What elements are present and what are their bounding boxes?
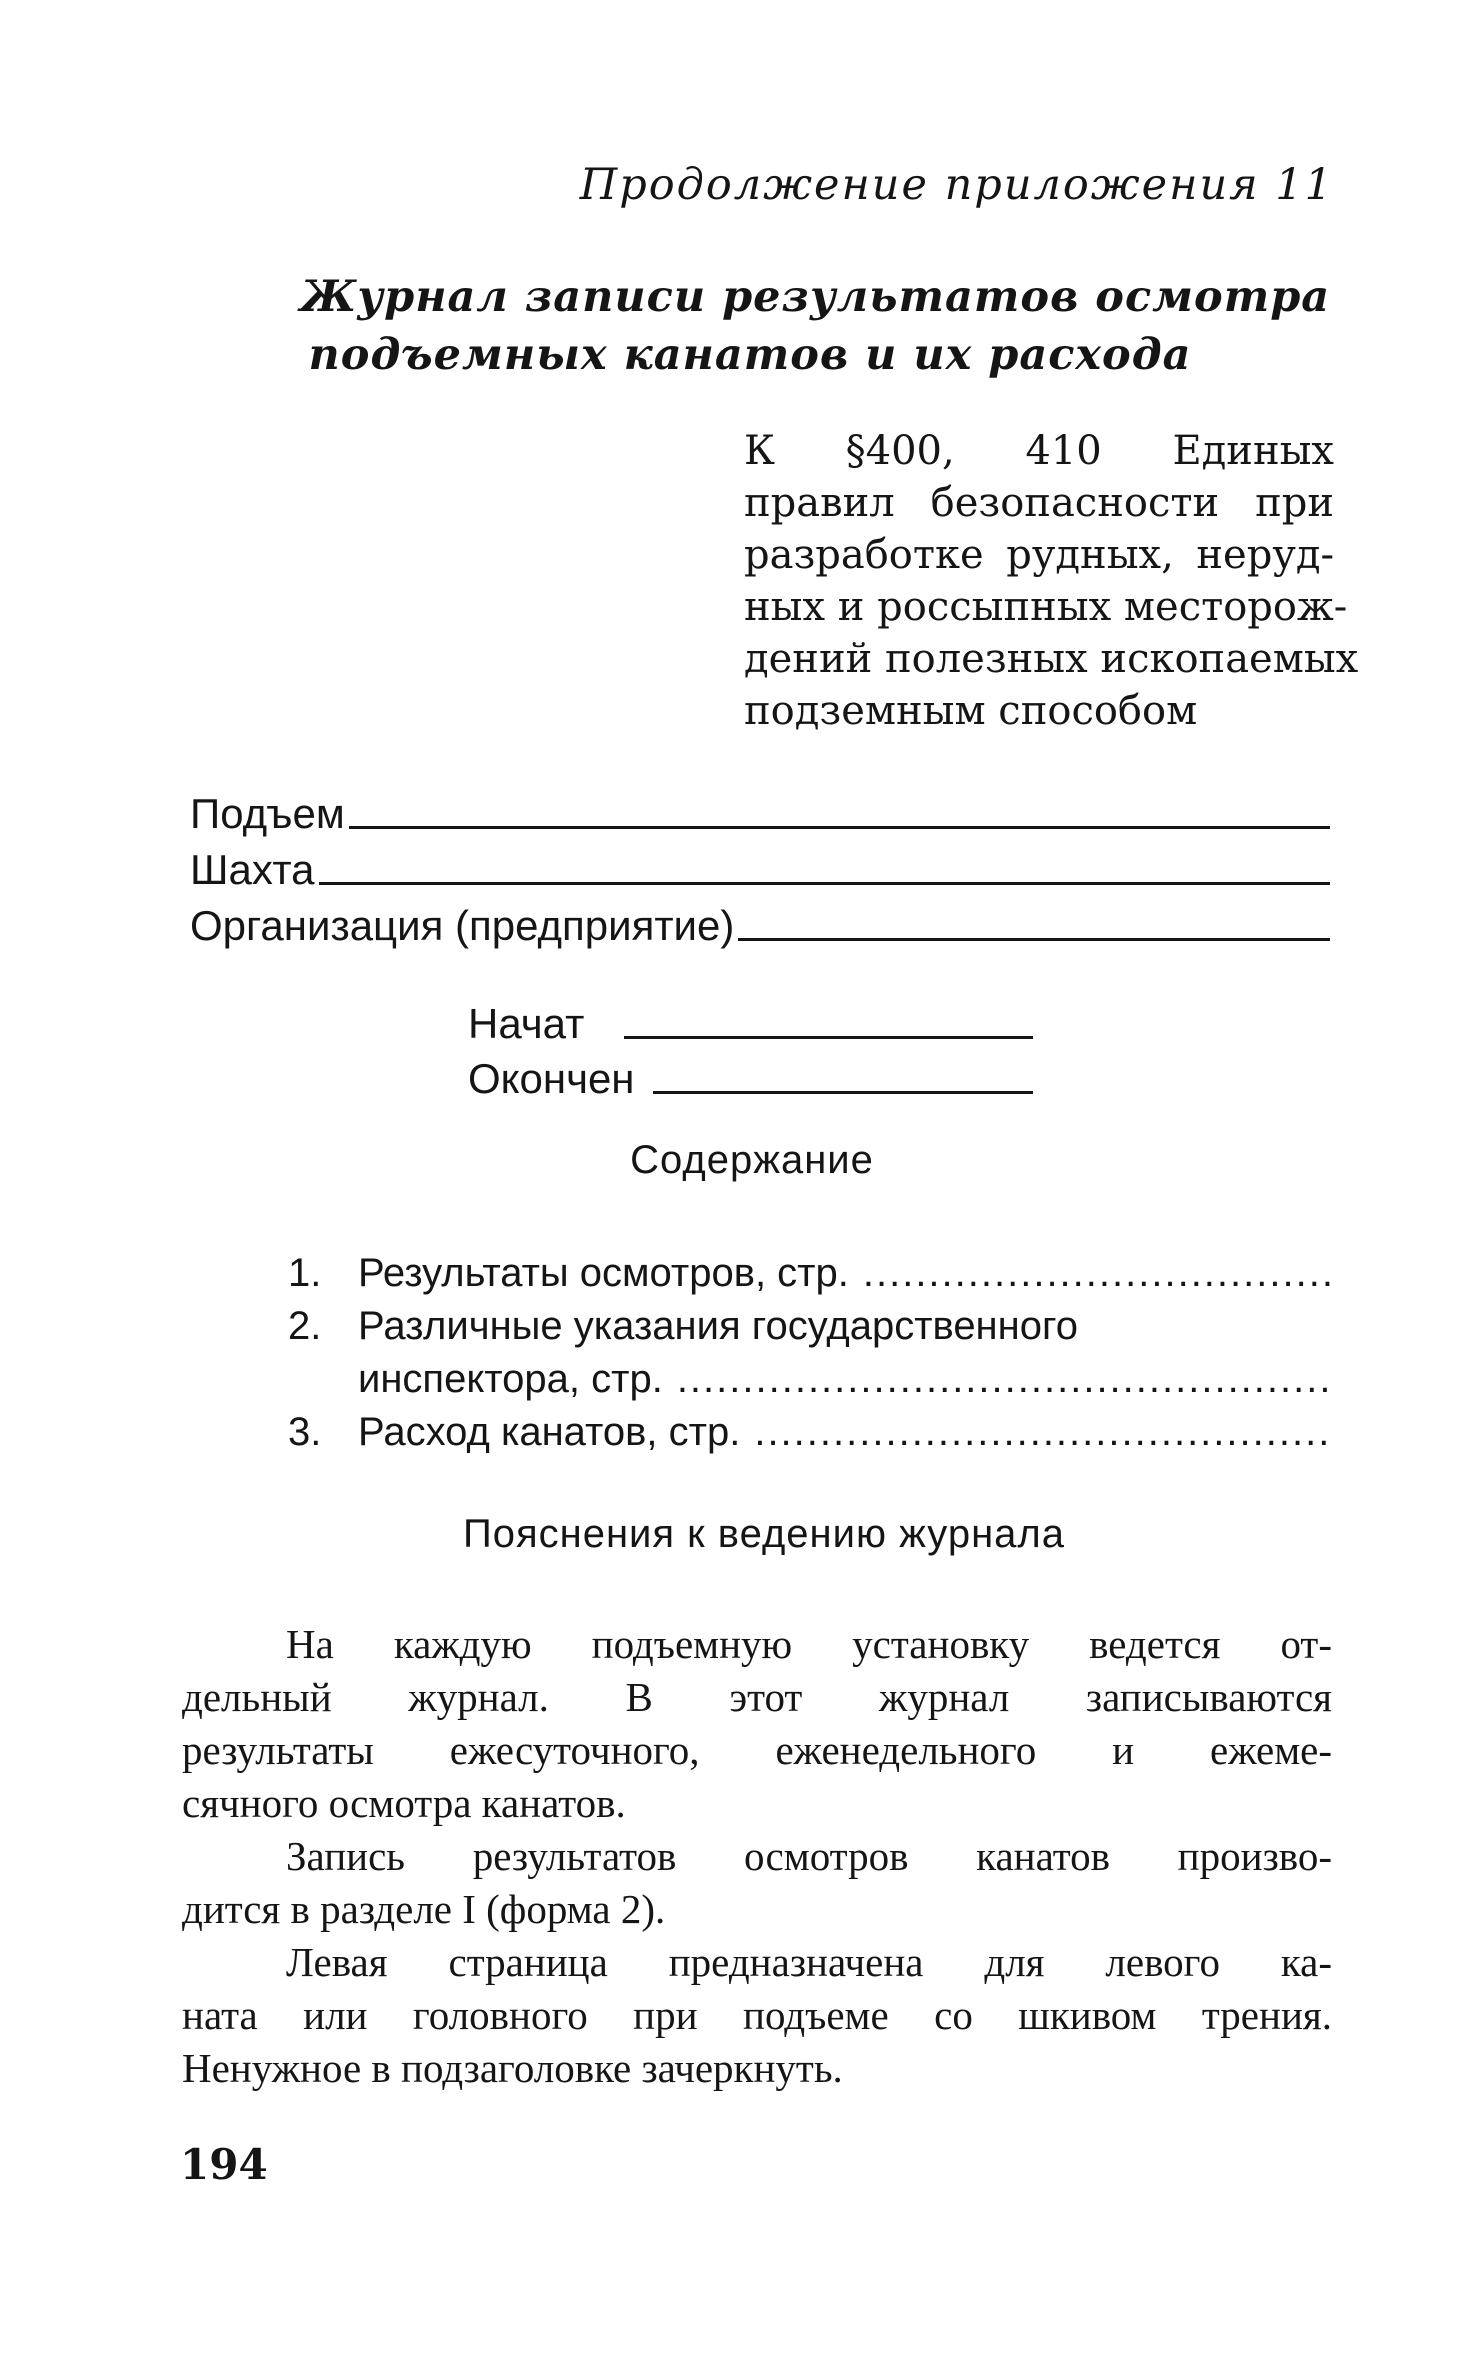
toc-item [288,1247,1332,1300]
lift-label: Подъем [190,790,345,837]
toc-item [288,1300,1332,1353]
text-line: ната или головного при подъеме со шкивом трения. [182,1992,1332,2038]
reference-line: правил безопасности при [744,480,1334,526]
explanations-text [182,1618,1332,2095]
title-line-1: Журнал записи результатов осмотра [300,272,1331,322]
toc-item-continuation [288,1353,1332,1406]
running-head: Продолжение приложения 11 [579,160,1334,210]
organization-field [190,902,1330,950]
finished-label: Окончен [468,1055,635,1102]
toc-number: 3. [288,1410,322,1454]
started-field [468,1000,1033,1048]
reference-line: подземным способом [744,688,1198,734]
regulation-reference [744,425,1359,737]
text-line: На каждую подъемную установку ведется от- [286,1621,1332,1667]
toc-leader-dots [677,1353,1332,1406]
toc-leader-dots [863,1247,1332,1300]
paragraph [182,1618,1332,1830]
reference-line: К §400, 410 Единых [744,428,1334,474]
paragraph [182,1830,1332,1936]
organization-blank-line [738,938,1330,941]
toc-number: 2. [288,1304,322,1348]
finished-blank-line [653,1091,1033,1094]
organization-label: Организация (предприятие) [190,902,735,949]
toc-text: Результаты осмотров, стр. [358,1251,849,1295]
text-line: сячного осмотра канатов. [182,1780,626,1826]
toc-text: Расход канатов, стр. [358,1410,741,1454]
reference-line: дений полезных ископаемых [744,636,1359,682]
explanations-heading: Пояснения к ведению журнала [462,1512,1066,1556]
table-of-contents [288,1247,1332,1459]
lift-blank-line [349,826,1330,829]
page-number: 194 [180,2140,268,2189]
toc-text: инспектора, стр. [358,1357,663,1401]
text-line: Ненужное в подзаголовке зачеркнуть. [182,2045,843,2091]
lift-field [190,790,1330,838]
text-line: Запись результатов осмотров канатов произво- [286,1833,1332,1879]
mine-blank-line [319,882,1330,885]
paragraph [182,1936,1332,2095]
text-line: результаты ежесуточного, еженедельного и ежеме- [182,1727,1332,1773]
toc-text: Различные указания государственного [358,1304,1078,1348]
toc-number: 1. [288,1251,322,1295]
reference-line: ных и россыпных месторож- [744,584,1348,630]
finished-field [468,1055,1033,1103]
mine-label: Шахта [190,846,315,893]
started-blank-line [624,1036,1033,1039]
document-title [300,268,1331,384]
mine-field [190,846,1330,894]
contents-heading: Содержание [630,1138,874,1182]
title-line-2: подъемных канатов и их расхода [308,330,1192,380]
text-line: Левая страница предназначена для левого ка- [286,1939,1332,1985]
text-line: дельный журнал. В этот журнал записываются [182,1674,1332,1720]
reference-line: разработке рудных, неруд- [744,532,1334,578]
started-label: Начат [468,1000,585,1047]
toc-item [288,1406,1332,1459]
toc-leader-dots [754,1406,1332,1459]
text-line: дится в разделе I (форма 2). [182,1886,666,1932]
